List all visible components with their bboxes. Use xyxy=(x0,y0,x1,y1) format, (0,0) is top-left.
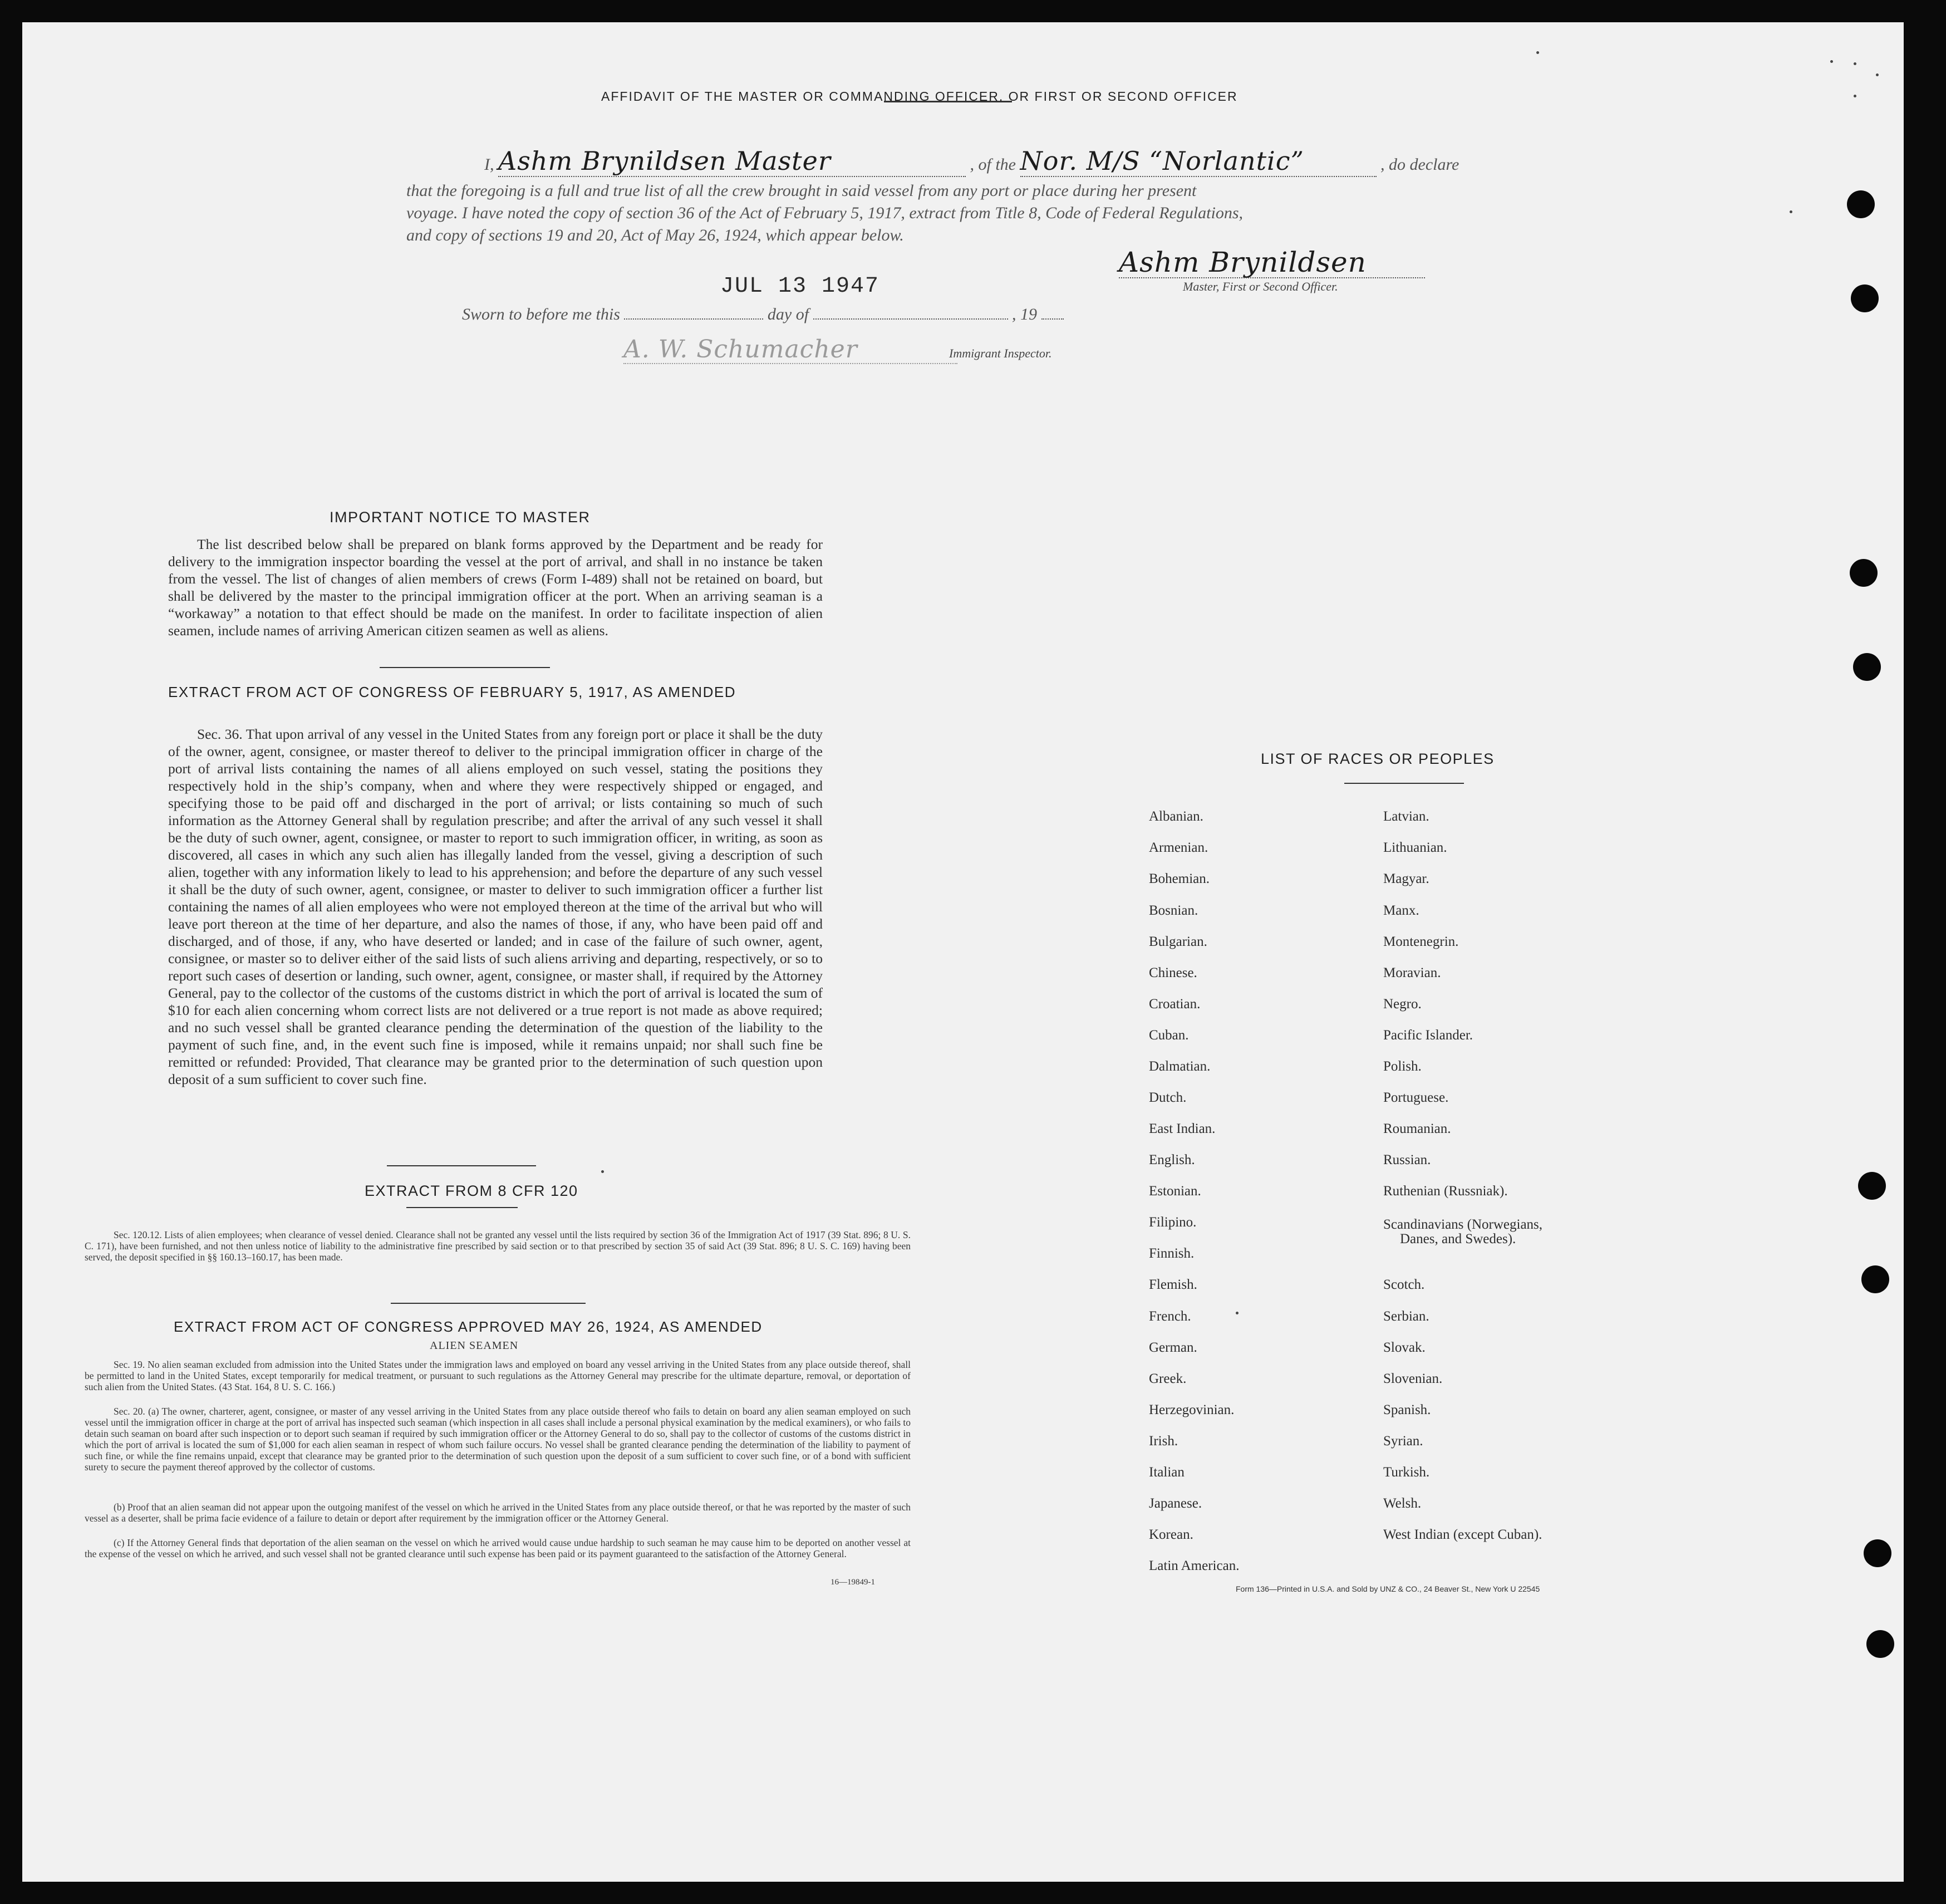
left-race-item: Croatian. xyxy=(1149,997,1201,1012)
extract-1917-text: Sec. 36. That upon arrival of any vessel in the United States from any foreign port or place it shall be the duty of the owner, agent, consignee, or master thereof to deliver to the principal immigration officer in charge of the port of arrival lists containing the names of all aliens employed on such vessel, stating the positions they respectively hold in the ship’s company, when and where they were respectively shipped or engaged, and specifying those to be paid off and discharged in the port of arrival; or lists containing so much of such information as the Attorney General shall by regulation prescribe; and after the arrival of any such vessel it shall be the duty of such owner, agent, consignee, or master to report to such immigration officer, in writing, as soon as discovered, all cases in which any such alien has illegally landed from the vessel, giving a description of such alien, together with any information likely to lead to his apprehension; and before the departure of any such vessel it shall be the duty of such owner, agent, consignee, or master to deliver to such immigration officer a further list containing the names of all alien employees who were not employed thereon at the time of the arrival but who will leave port thereon at the time of her departure, and also the names of those, if any, who have been paid off and discharged, and of those, if any, who have deserted or landed; and in case of the failure of such owner, agent, consignee, or master so to deliver either of the said lists of such aliens arriving and departing, respectively, or so to report such cases of desertion or landing, such owner, agent, consignee, or master shall, if required by the Attorney General, pay to the collector of the customs of the customs district in which the port of arrival is located the sum of $10 for each alien concerning whom correct lists are not delivered or a true report is not made as above required; and no such vessel shall be granted clearance pending the determination of the question of the liability to the payment of such fine, and, in the event such fine is imposed, while it remains unpaid; nor shall such fine be remitted or refunded: Provided, That clearance may be granted prior to the determination of such question upon deposit of a sum sufficient to cover such fine. xyxy=(168,726,823,1087)
declaration-line-3: voyage. I have noted the copy of section 36 of the Act of February 5, 1917, extract from Title 8, Code of Federal Regulations, xyxy=(406,204,1244,222)
left-race-item: Bohemian. xyxy=(1149,871,1210,886)
right-race-item: Portuguese. xyxy=(1383,1090,1449,1105)
notice-text: The list described below shall be prepared on blank forms approved by the Department and be ready for delivery to the immigration inspector boarding the vessel at the port of arrival, and shall in no instance be taken from the vessel. The list of changes of alien members of crews (Form I-489) shall not be retained on board, but shall be delivered by the master to the principal immigration officer at the port. When an arriving seaman is a “workaway” a notation to that effect should be made on the manifest. In order to facilitate inspection of alien seamen, include names of arriving American citizen seamen as well as aliens. xyxy=(168,536,823,639)
speck xyxy=(1854,62,1856,65)
extract-cfr-title: EXTRACT FROM 8 CFR 120 xyxy=(365,1182,578,1199)
divider xyxy=(391,1303,586,1304)
left-race-item: French. xyxy=(1149,1309,1191,1324)
master-name-handwritten: Ashm Brynildsen Master xyxy=(498,146,831,176)
extract-1924-sec20b: (b) Proof that an alien seaman did not appear upon the outgoing manifest of the vessel on which he arrived in the United States from any place outside thereof, or that he was reported by the master of such vessel as a deserter, shall be prima facie evidence of a failure to detain or deport after requirement by the immigration officer or the Attorney General. xyxy=(85,1501,911,1524)
binder-hole xyxy=(1847,190,1875,218)
extract-1924-sec19: Sec. 19. No alien seaman excluded from admission into the United States under the immigration laws and employed on board any vessel arriving in the United States from any place outside thereof, shall be permitted to land in the United States, except temporarily for medical treatment, or pursuant to such regulations as the Attorney General may prescribe for the ultimate departure, removal, or deportation of such alien from the United States. (43 Stat. 164, 8 U. S. C. 166.) xyxy=(85,1359,911,1392)
binder-hole xyxy=(1864,1539,1891,1567)
affidavit-prefix: I, xyxy=(484,155,494,174)
left-race-item: Estonian. xyxy=(1149,1184,1201,1199)
binder-hole xyxy=(1861,1265,1889,1293)
left-race-item: Flemish. xyxy=(1149,1277,1197,1292)
left-race-item: English. xyxy=(1149,1152,1195,1167)
affidavit-title: AFFIDAVIT OF THE MASTER OR COMMANDING OFFICER, OR FIRST OR SECOND OFFICER xyxy=(601,89,1238,104)
signature-caption: Master, First or Second Officer. xyxy=(1183,279,1338,293)
extract-1924-sec20c: (c) If the Attorney General finds that deportation of the alien seaman on the vessel on which he arrived would cause undue hardship to such seaman he may cause him to be deported on another vessel at the expense of the vessel on which he arrived, and such vessel shall not be granted clearance until such expense has been paid or its payment guaranteed to the satisfaction of the Attorney General. xyxy=(85,1537,911,1559)
right-race-item: Roumanian. xyxy=(1383,1121,1451,1136)
left-race-item: Cuban. xyxy=(1149,1028,1189,1043)
vessel-name-handwritten: Nor. M/S “Norlantic” xyxy=(1020,146,1305,176)
speck xyxy=(601,1170,604,1173)
left-race-item: Finnish. xyxy=(1149,1246,1195,1261)
left-race-item: Chinese. xyxy=(1149,965,1197,980)
sworn-day-field xyxy=(624,318,763,320)
right-race-item: Danes, and Swedes). xyxy=(1400,1231,1516,1247)
right-race-item: Russian. xyxy=(1383,1152,1431,1167)
left-race-item: Korean. xyxy=(1149,1527,1193,1542)
inspector-signature: A. W. Schumacher xyxy=(623,335,858,364)
notice-title: IMPORTANT NOTICE TO MASTER xyxy=(330,509,591,526)
extract-1924-sec20a: Sec. 20. (a) The owner, charterer, agent, consignee, or master of any vessel arriving in the United States from any place outside thereof who fails to detain on board any alien seaman employed on such vessel until the immigration officer in charge at the port of arrival has inspected such seaman (which inspection in all cases shall include a personal physical examination by the medical examiners), or who fails to detain such seaman on board after such inspection or to deport such seaman if required by such immigration officer or the Attorney General to do so, shall pay to the collector of customs of the customs district in which the port of arrival is located the sum of $1,000 for each alien seaman in respect of whom such failure occurs. No vessel shall be granted clearance pending the determination of the liability to payment of such fine, or while the fine remains unpaid, except that clearance may be granted prior to the determination of such question upon the deposit of a sum sufficient to cover such fine, or of a bond with sufficient surety to secure the payment thereof approved by the collector of customs. xyxy=(85,1406,911,1473)
left-race-item: Albanian. xyxy=(1149,809,1203,824)
sworn-line xyxy=(462,305,1064,324)
speck xyxy=(1854,95,1856,97)
right-race-item: Slovak. xyxy=(1383,1340,1426,1355)
right-race-item: Turkish. xyxy=(1383,1465,1430,1480)
left-race-item: German. xyxy=(1149,1340,1197,1355)
right-race-item: Pacific Islander. xyxy=(1383,1028,1473,1043)
right-race-item: Syrian. xyxy=(1383,1434,1423,1449)
speck xyxy=(1236,1312,1239,1314)
of-the-text: , of the xyxy=(970,155,1016,174)
divider xyxy=(884,101,1012,102)
divider xyxy=(406,1207,518,1208)
inspector-signature-line xyxy=(623,363,957,364)
left-race-item: Dutch. xyxy=(1149,1090,1187,1105)
right-race-item: Lithuanian. xyxy=(1383,840,1447,855)
speck xyxy=(1790,210,1792,213)
sworn-year-text: , 19 xyxy=(1012,305,1038,323)
races-title: LIST OF RACES OR PEOPLES xyxy=(1261,750,1495,767)
declaration-line-4: and copy of sections 19 and 20, Act of May 26, 1924, which appear below. xyxy=(406,226,904,244)
right-race-item: Latvian. xyxy=(1383,809,1429,824)
left-race-item: East Indian. xyxy=(1149,1121,1216,1136)
vessel-name-field xyxy=(1020,146,1377,177)
left-race-item: Latin American. xyxy=(1149,1558,1240,1573)
left-race-item: Bosnian. xyxy=(1149,903,1198,918)
sworn-day-text: day of xyxy=(767,305,809,323)
left-race-item: Italian xyxy=(1149,1465,1185,1480)
sworn-prefix: Sworn to before me this xyxy=(462,305,620,323)
speck xyxy=(1830,60,1833,63)
printer-footer: Form 136—Printed in U.S.A. and Sold by UNZ & CO., 24 Beaver St., New York U 22545 xyxy=(1236,1584,1540,1593)
master-signature: Ashm Brynildsen xyxy=(1119,246,1367,278)
divider xyxy=(1344,783,1464,784)
declaration-line-2: that the foregoing is a full and true list of all the crew brought in said vessel from any port or place during her present xyxy=(406,181,1197,200)
extract-cfr-text: Sec. 120.12. Lists of alien employees; when clearance of vessel denied. Clearance shall not be granted any vessel until the lists required by section 36 of the Immigration Act of 1917 (39 Stat. 896; 8 U. S. C. 171), have been furnished, and not then unless notice of liability to the administrative fine prescribed by said section or to that prescribed by section 35 of said Act (39 Stat. 896; 8 U. S. C. 169) having been served, the deposit specified in §§ 160.13–160.17, has been made. xyxy=(85,1229,911,1263)
right-race-item: Moravian. xyxy=(1383,965,1441,980)
form-code: 16—19849-1 xyxy=(831,1578,875,1587)
right-race-item: Scotch. xyxy=(1383,1277,1425,1292)
extract-1917-title: EXTRACT FROM ACT OF CONGRESS OF FEBRUARY 5, 1917, AS AMENDED xyxy=(168,684,736,700)
right-race-item: Polish. xyxy=(1383,1059,1422,1074)
left-race-item: Filipino. xyxy=(1149,1215,1197,1230)
speck xyxy=(1876,73,1879,76)
binder-hole xyxy=(1851,284,1879,312)
binder-hole xyxy=(1853,653,1881,681)
right-race-item: Magyar. xyxy=(1383,871,1429,886)
speck xyxy=(1536,51,1539,54)
binder-hole xyxy=(1858,1172,1886,1200)
sworn-year-field xyxy=(1041,318,1064,320)
master-name-field xyxy=(498,146,966,177)
extract-1924-title: EXTRACT FROM ACT OF CONGRESS APPROVED MAY 26, 1924, AS AMENDED xyxy=(174,1318,763,1335)
alien-seamen-subtitle: ALIEN SEAMEN xyxy=(430,1339,519,1352)
divider xyxy=(387,1165,536,1166)
document-page xyxy=(22,22,1904,1882)
left-race-item: Irish. xyxy=(1149,1434,1178,1449)
right-race-item: Scandinavians (Norwegians, xyxy=(1383,1217,1543,1232)
left-race-item: Armenian. xyxy=(1149,840,1208,855)
right-race-item: Serbian. xyxy=(1383,1309,1429,1324)
left-race-item: Dalmatian. xyxy=(1149,1059,1211,1074)
left-race-item: Greek. xyxy=(1149,1371,1187,1386)
right-race-item: West Indian (except Cuban). xyxy=(1383,1527,1542,1542)
binder-hole xyxy=(1850,559,1878,587)
left-race-item: Japanese. xyxy=(1149,1496,1202,1511)
divider xyxy=(380,667,550,668)
right-race-item: Slovenian. xyxy=(1383,1371,1443,1386)
do-declare-text: , do declare xyxy=(1380,155,1460,174)
right-race-item: Welsh. xyxy=(1383,1496,1422,1511)
right-race-item: Montenegrin. xyxy=(1383,934,1459,949)
right-race-item: Negro. xyxy=(1383,997,1422,1012)
binder-hole xyxy=(1866,1630,1894,1658)
left-race-item: Herzegovinian. xyxy=(1149,1402,1235,1417)
right-race-item: Spanish. xyxy=(1383,1402,1431,1417)
left-race-item: Bulgarian. xyxy=(1149,934,1207,949)
sworn-month-field xyxy=(813,318,1008,320)
signature-line xyxy=(1119,277,1425,278)
right-race-item: Ruthenian (Russniak). xyxy=(1383,1184,1508,1199)
affidavit-line-1 xyxy=(484,146,1459,177)
date-stamp: JUL 13 1947 xyxy=(720,274,880,299)
inspector-caption: Immigrant Inspector. xyxy=(949,346,1052,360)
right-race-item: Manx. xyxy=(1383,903,1419,918)
